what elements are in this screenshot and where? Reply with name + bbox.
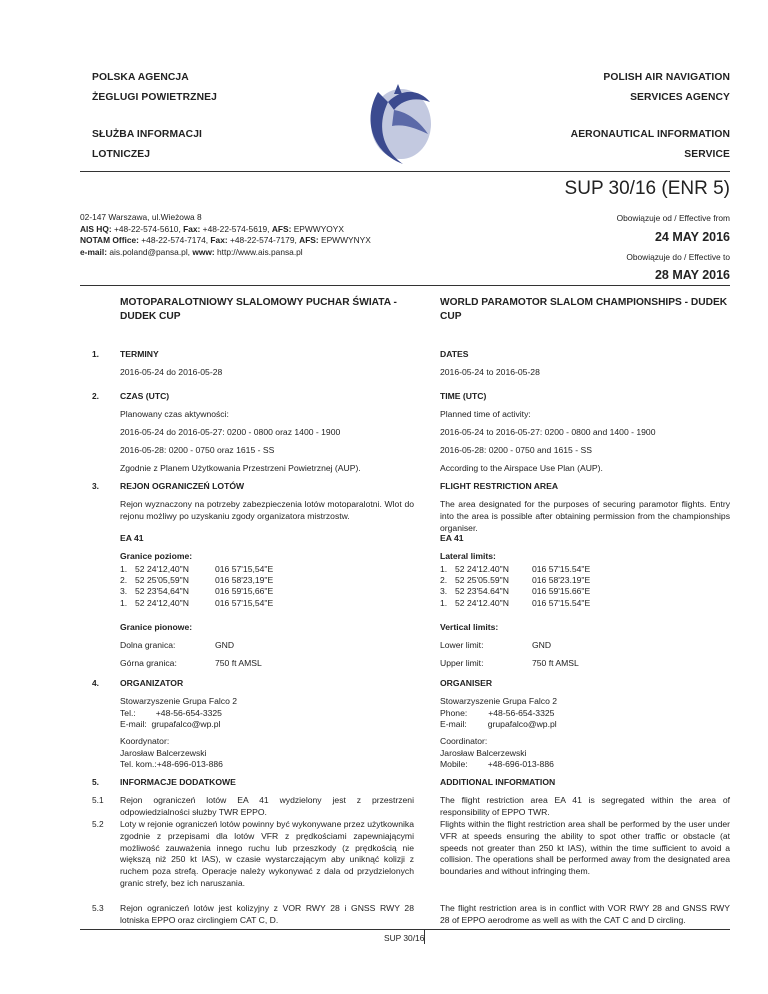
coord-list-pl-numbers: 1. 2. 3. 1. (120, 564, 128, 608)
coord-list-en-lon: 016 57'15.54"E 016 58'23.19"E 016 59'15.66"E 016 57'15.54"E (532, 564, 591, 608)
effective-from-label: Obowiązuje od / Effective from (616, 213, 730, 223)
notam-contact: NOTAM Office: +48-22-574-7174, Fax: +48-22-574-7179, AFS: EPWWYNYX (80, 235, 371, 245)
section-2-p4-pl: Zgodnie z Planem Użytkowania Przestrzeni Powietrznej (AUP). (120, 463, 361, 473)
section-1-text-en: 2016-05-24 to 2016-05-28 (440, 367, 540, 377)
item-5-2-number: 5.2 (92, 819, 104, 829)
lower-limit-label-pl: Dolna granica: (120, 640, 176, 650)
section-2-heading-pl: CZAS (UTC) (120, 391, 170, 401)
effective-to-label: Obowiązuje do / Effective to (626, 252, 730, 262)
section-4-heading-pl: ORGANIZATOR (120, 678, 184, 688)
section-5-heading-pl: INFORMACJE DODATKOWE (120, 777, 236, 787)
effective-to-date: 28 MAY 2016 (654, 268, 730, 282)
organiser-en: Stowarzyszenie Grupa Falco 2 Phone: +48-56-654-3325 E-mail: grupafalco@wp.pl (440, 696, 558, 729)
section-2-p3-pl: 2016-05-28: 0200 - 0750 oraz 1615 - SS (120, 445, 275, 455)
section-1-heading-en: DATES (440, 349, 469, 359)
item-5-2-en: Flights within the flight restriction area shall be performed by the user under VFR at speeds ensuring the ability to spot other traffic or obstacle (at speeds not greater than 250 kt IAS), within the time sufficient to avoid a collision. The operations shall be performed away from the designated area boundaries and without infringing them. (440, 819, 730, 877)
section-3-heading-pl: REJON OGRANICZEŃ LOTÓW (120, 481, 245, 491)
coord-list-pl-lat: 52 24'12,40"N 52 25'05,59"N 52 23'54,64"N 52 24'12,40"N (135, 564, 189, 608)
item-5-2-pl: Loty w rejonie ograniczeń lotów powinny być wykonywane przez użytkownika zgodnie z przepisami dla lotów VFR z prędkościami zapewniającymi możliwość zauważenia innego ruchu lub przeszkody (z prędkością nie większą niż 250 kt IAS), w czasie wystarczającym aby uniknąć kolizji z ruchem poza strefą. Operacje należy wykonywać z dala od przydzielonych granic strefy, bez ich naruszania. (120, 819, 414, 888)
coordinator-en: Coordinator: Jarosław Balcerzewski Mobile: +48-696-013-886 (440, 736, 554, 769)
footer-rule (80, 929, 730, 930)
section-5-number: 5. (92, 777, 99, 787)
sup-number: SUP 30/16 (ENR 5) (564, 178, 730, 199)
section-3-number: 3. (92, 481, 99, 491)
upper-limit-value-en: 750 ft AMSL (532, 658, 579, 668)
footer-page-id: SUP 30/16 (384, 933, 425, 943)
section-2-p3-en: 2016-05-28: 0200 - 0750 and 1615 - SS (440, 445, 592, 455)
agency-name-pl-line2: ŻEGLUGI POWIETRZNEJ (92, 92, 217, 103)
section-3-text-pl: Rejon wyznaczony na potrzeby zabezpieczenia lotów motoparalotni. Wlot do rejonu możliwy po uzyskaniu zgody organizatora mistrzostw. (120, 499, 414, 521)
item-5-1-number: 5.1 (92, 795, 104, 805)
lower-limit-value-en: GND (532, 640, 552, 650)
contact-block (80, 212, 371, 258)
coord-list-en-numbers: 1. 2. 3. 1. (440, 564, 448, 608)
item-5-1-pl: Rejon ograniczeń lotów EA 41 wydzielony jest z przestrzeni odpowiedzialności służby TWR EPPO. (120, 795, 414, 817)
section-1-number: 1. (92, 349, 99, 359)
vertical-limits-pl: Granice pionowe: (120, 622, 193, 632)
section-2-p1-en: Planned time of activity: (440, 409, 531, 419)
area-id-pl: EA 41 (120, 533, 144, 543)
agency-name-en-line2: SERVICES AGENCY (630, 92, 730, 103)
area-id-en: EA 41 (440, 533, 464, 543)
coord-list-en-lat: 52 24'12.40"N 52 25'05.59"N 52 23'54.64"N 52 24'12.40"N (455, 564, 509, 608)
section-2-p2-en: 2016-05-24 to 2016-05-27: 0200 - 0800 and 1400 - 1900 (440, 427, 656, 437)
item-5-3-en: The flight restriction area is in conflict with VOR RWY 28 and GNSS RWY 28 of EPPO aerodrome as well as with the CAT C and D circling. (440, 903, 730, 925)
item-5-3-number: 5.3 (92, 903, 104, 913)
lower-limit-value-pl: GND (215, 640, 235, 650)
service-name-pl-line2: LOTNICZEJ (92, 149, 151, 160)
email-www: e-mail: ais.poland@pansa.pl, www: http://www.ais.pansa.pl (80, 246, 303, 257)
agency-name-en-line1: POLISH AIR NAVIGATION (603, 72, 730, 83)
upper-limit-value-pl: 750 ft AMSL (215, 658, 262, 668)
ais-contact: AIS HQ: +48-22-574-5610, Fax: +48-22-574-5619, AFS: EPWWYOYX (80, 223, 344, 234)
title-en: WORLD PARAMOTOR SLALOM CHAMPIONSHIPS - DUDEK CUP (440, 297, 728, 322)
coordinator-pl: Koordynator: Jarosław Balcerzewski Tel. kom.:+48-696-013-886 (120, 736, 223, 769)
section-3-heading-en: FLIGHT RESTRICTION AREA (440, 481, 559, 491)
effective-from-date: 24 MAY 2016 (654, 230, 730, 244)
section-5-heading-en: ADDITIONAL INFORMATION (440, 777, 556, 787)
section-1-text-pl: 2016-05-24 do 2016-05-28 (120, 367, 223, 377)
item-5-3-pl: Rejon ograniczeń lotów jest kolizyjny z VOR RWY 28 i GNSS RWY 28 lotniska EPPO oraz circlingiem CAT C, D. (120, 903, 414, 925)
service-name-en-line2: SERVICE (684, 149, 730, 160)
lateral-limits-pl: Granice poziome: (120, 551, 193, 561)
upper-limit-label-pl: Górna granica: (120, 658, 177, 668)
lateral-limits-en: Lateral limits: (440, 551, 496, 561)
address: 02-147 Warszawa, ul.Wieżowa 8 (80, 212, 202, 222)
section-1-heading-pl: TERMINY (120, 349, 159, 359)
service-name-pl-line1: SŁUŻBA INFORMACJI (92, 129, 203, 140)
title-pl: MOTOPARALOTNIOWY SLALOMOWY PUCHAR ŚWIATA - DUDEK CUP (120, 297, 397, 322)
footer-divider (424, 930, 425, 944)
organiser-pl: Stowarzyszenie Grupa Falco 2 Tel.: +48-56-654-3325 E-mail: grupafalco@wp.pl (120, 696, 238, 729)
top-rule (80, 285, 730, 286)
coord-list-pl-lon: 016 57'15,54"E 016 58'23,19"E 016 59'15,66"E 016 57'15,54"E (215, 564, 274, 608)
section-3-text-en: The area designated for the purposes of securing paramotor flights. Entry into the area is possible after obtaining permission from the championships organiser. (440, 499, 730, 533)
agency-name-pl-line1: POLSKA AGENCJA (92, 72, 189, 83)
header-rule (80, 171, 730, 172)
section-4-number: 4. (92, 678, 99, 688)
section-2-p2-pl: 2016-05-24 do 2016-05-27: 0200 - 0800 oraz 1400 - 1900 (120, 427, 341, 437)
section-2-p1-pl: Planowany czas aktywności: (120, 409, 229, 419)
lower-limit-label-en: Lower limit: (440, 640, 484, 650)
section-2-p4-en: According to the Airspace Use Plan (AUP). (440, 463, 603, 473)
pansa-logo (358, 72, 438, 172)
section-4-heading-en: ORGANISER (440, 678, 493, 688)
section-2-heading-en: TIME (UTC) (440, 391, 487, 401)
section-2-number: 2. (92, 391, 99, 401)
service-name-en-line1: AERONAUTICAL INFORMATION (570, 129, 730, 140)
upper-limit-label-en: Upper limit: (440, 658, 484, 668)
vertical-limits-en: Vertical limits: (440, 622, 499, 632)
item-5-1-en: The flight restriction area EA 41 is segregated within the area of responsibility of EPPO TWR. (440, 795, 730, 817)
